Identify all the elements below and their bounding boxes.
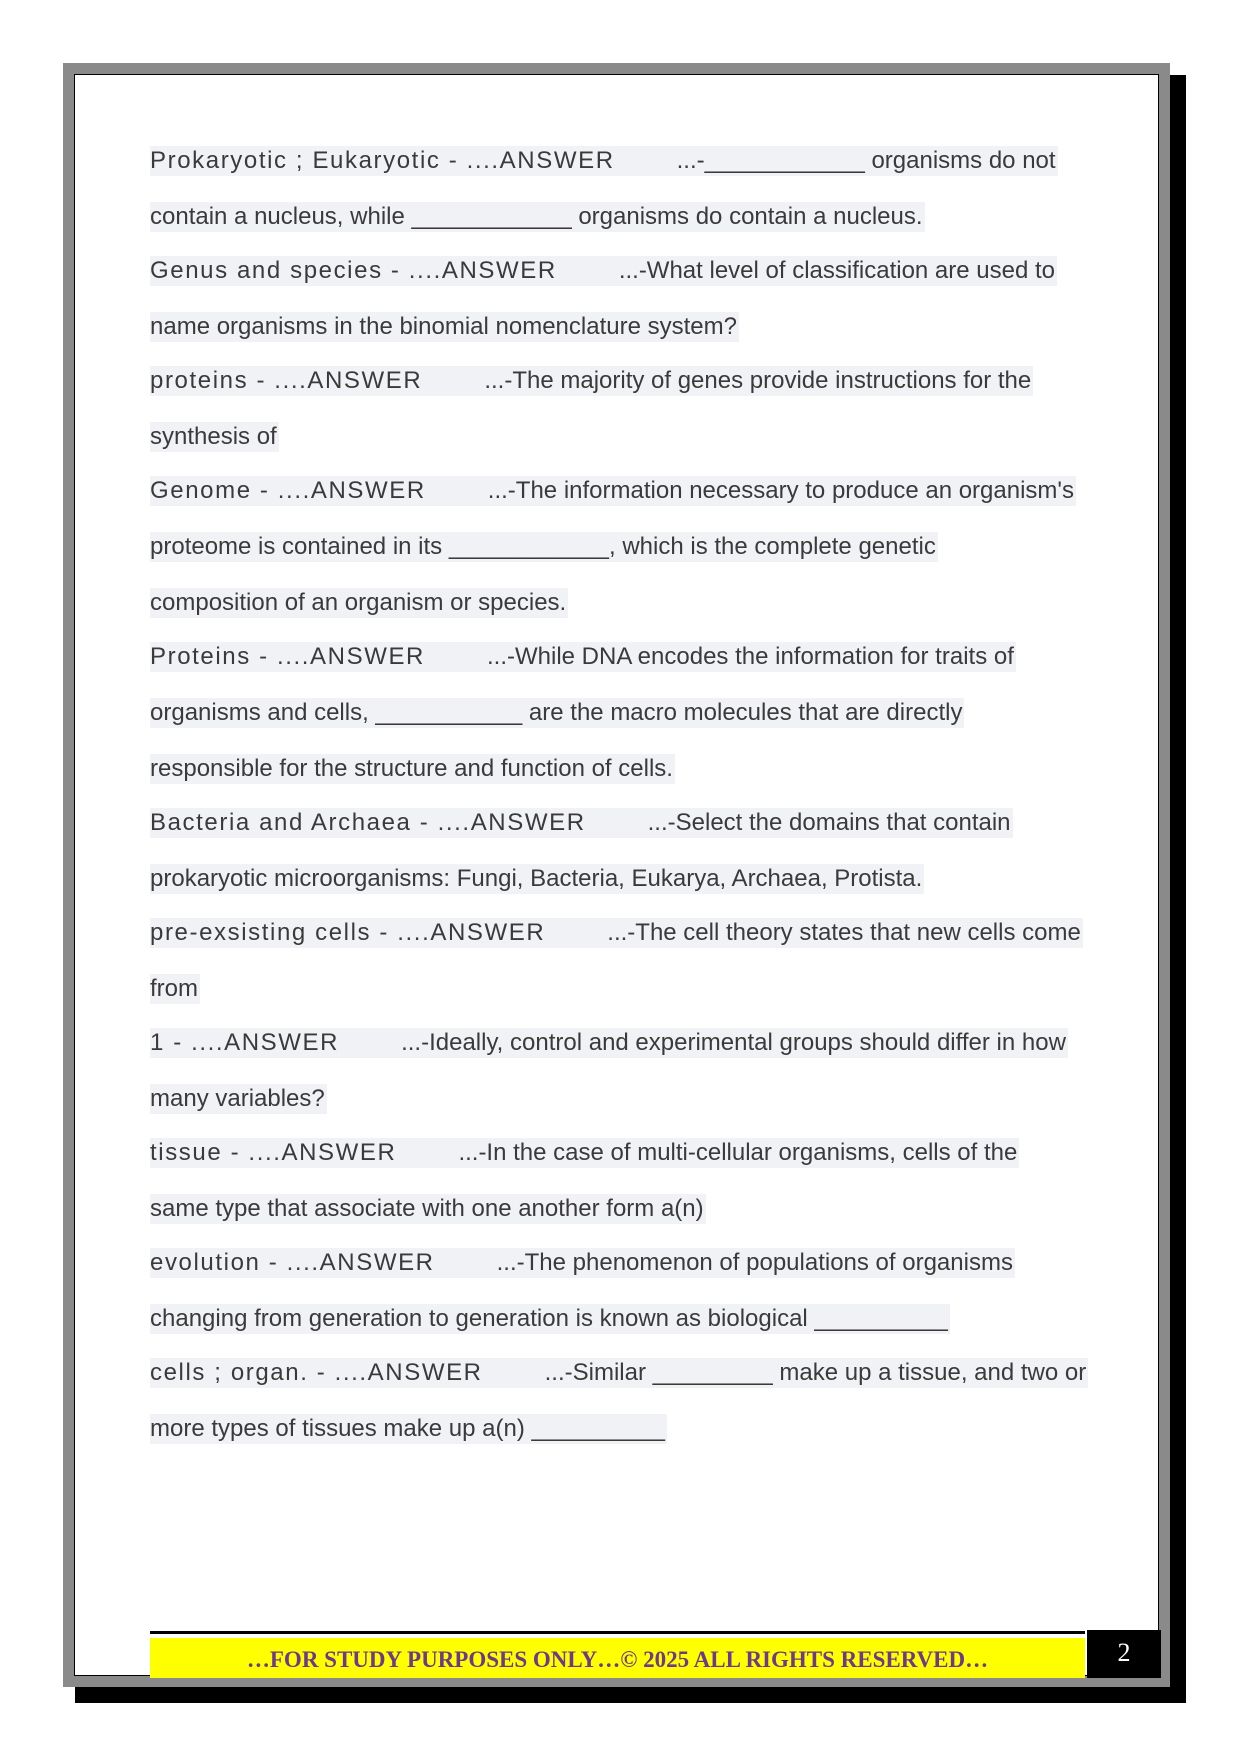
answer-text: 1 - ....ANSWER bbox=[150, 1029, 340, 1056]
question-text: ...-The cell theory states that new cells come bbox=[607, 919, 1081, 946]
qa-question-line bbox=[150, 476, 1076, 506]
qa-continuation-line: from bbox=[150, 975, 198, 1002]
page-number: 2 bbox=[1087, 1630, 1161, 1678]
question-text: ...-While DNA encodes the information for traits of bbox=[486, 643, 1014, 670]
qa-question-line bbox=[150, 256, 1057, 286]
qa-continuation-line: changing from generation to generation is known as biological __________ bbox=[150, 1305, 948, 1332]
qa-question-line bbox=[150, 366, 1033, 396]
qa-continuation-line: many variables? bbox=[150, 1085, 325, 1112]
answer-text: evolution - ....ANSWER bbox=[150, 1249, 435, 1276]
qa-question-line bbox=[150, 918, 1083, 948]
question-text: ...-The phenomenon of populations of organisms bbox=[496, 1249, 1013, 1276]
qa-continuation-line: same type that associate with one another form a(n) bbox=[150, 1195, 704, 1222]
qa-continuation-line: organisms and cells, ___________ are the macro molecules that are directly bbox=[150, 699, 963, 726]
qa-continuation-line: responsible for the structure and function of cells. bbox=[150, 755, 673, 782]
qa-question-line bbox=[150, 808, 1013, 838]
qa-question-line bbox=[150, 146, 1058, 176]
question-text: ...-The majority of genes provide instructions for the bbox=[484, 367, 1032, 394]
qa-continuation-line: synthesis of bbox=[150, 423, 277, 450]
answer-text: Prokaryotic ; Eukaryotic - ....ANSWER bbox=[150, 147, 615, 174]
answer-text: Proteins - ....ANSWER bbox=[150, 643, 425, 670]
question-text: ...-Select the domains that contain bbox=[647, 809, 1011, 836]
qa-question-line bbox=[150, 1358, 1088, 1388]
qa-continuation-line: prokaryotic microorganisms: Fungi, Bacteria, Eukarya, Archaea, Protista. bbox=[150, 865, 923, 892]
qa-continuation-line: composition of an organism or species. bbox=[150, 589, 567, 616]
question-text: ...-What level of classification are used to bbox=[618, 257, 1056, 284]
question-text: ...-Ideally, control and experimental groups should differ in how bbox=[401, 1029, 1066, 1056]
question-text: ...-Similar _________ make up a tissue, and two or bbox=[544, 1359, 1087, 1386]
question-text: ...-The information necessary to produce an organism's bbox=[487, 477, 1074, 504]
answer-text: Genome - ....ANSWER bbox=[150, 477, 426, 504]
qa-question-line bbox=[150, 1028, 1068, 1058]
answer-text: proteins - ....ANSWER bbox=[150, 367, 423, 394]
qa-question-line bbox=[150, 1138, 1019, 1168]
answer-text: pre-exsisting cells - ....ANSWER bbox=[150, 919, 546, 946]
answer-text: tissue - ....ANSWER bbox=[150, 1139, 397, 1166]
qa-continuation-line: more types of tissues make up a(n) __________ bbox=[150, 1415, 665, 1442]
question-text: ...-____________ organisms do not bbox=[676, 147, 1056, 174]
qa-question-line bbox=[150, 642, 1016, 672]
answer-text: Bacteria and Archaea - ....ANSWER bbox=[150, 809, 586, 836]
answer-text: Genus and species - ....ANSWER bbox=[150, 257, 557, 284]
footer-divider bbox=[150, 1631, 1085, 1634]
answer-text: cells ; organ. - ....ANSWER bbox=[150, 1359, 483, 1386]
footer-notice: …FOR STUDY PURPOSES ONLY…© 2025 ALL RIGHTS RESERVED… bbox=[150, 1638, 1085, 1678]
question-text: ...-In the case of multi-cellular organisms, cells of the bbox=[458, 1139, 1018, 1166]
qa-continuation-line: contain a nucleus, while ____________ organisms do contain a nucleus. bbox=[150, 203, 923, 230]
qa-continuation-line: proteome is contained in its ____________, which is the complete genetic bbox=[150, 533, 936, 560]
qa-continuation-line: name organisms in the binomial nomenclature system? bbox=[150, 313, 737, 340]
qa-question-line bbox=[150, 1248, 1015, 1278]
